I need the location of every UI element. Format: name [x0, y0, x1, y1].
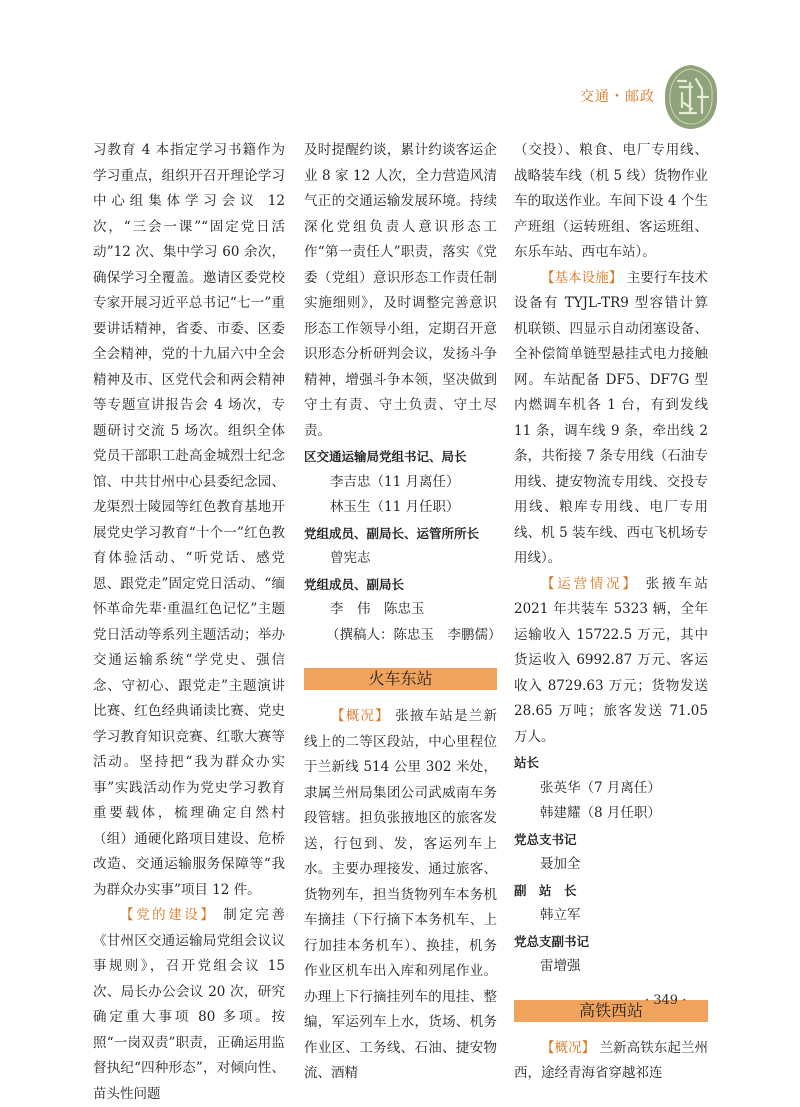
column-left: [93, 138, 285, 1107]
column-right: [514, 138, 708, 1087]
section-tag: 【党的建设】: [120, 907, 217, 923]
person-name: 聂加全: [540, 856, 581, 872]
page-number: · 349 ·: [645, 993, 687, 1008]
paragraph-party-building: 【党的建设】 制定完善《甘州区交通运输局党组会议议事规则》，召开党组会议 15 次、局长办公会议 20 次，研究确定重大事项 80 多项。按照“一岗双责”职责，正确运用监督执纪“四种形态”，对倾向性、苗头性问题: [93, 907, 285, 1102]
seal-stamp-icon: [662, 63, 720, 131]
paragraph-supervision: 及时提醒约谈，累计约谈客运企业 8 家 12 人次，全力营造风清气正的交通运输发展环境。持续深化党组负责人意识形态工作“第一责任人”职责，落实《党委（党组）意识形态工作责任制实施细则》，及时调整完善意识形态工作领导小组，定期召开意识形态分析研判会议，发扬斗争精神，增强斗争本领，坚决做到守土有责、守土负责、守土尽责。: [304, 142, 497, 439]
role-heading: 党组成员、副局长: [304, 576, 405, 592]
person-name: 李 伟 陈忠玉: [330, 601, 425, 617]
person-name: 李吉忠（11 月离任）: [330, 473, 460, 490]
role-heading: 副 站 长: [514, 882, 577, 898]
section-title-west-station: 高铁西站: [514, 1000, 708, 1022]
paragraph-hsr-overview: 【概况】 兰新高铁东起兰州西，途经青海省穿越祁连: [514, 1039, 708, 1081]
section-tag: 【概况】: [541, 1039, 596, 1056]
person-name: 雷增强: [540, 958, 581, 974]
section-tag: 【概况】: [331, 708, 390, 724]
role-heading: 党组成员、副局长、运管所所长: [304, 525, 480, 541]
role-heading: 党总支书记: [514, 831, 577, 847]
paragraph-overview: 【概况】 张掖车站是兰新线上的二等区段站，中心里程位于兰新线 514 公里 302 米处，隶属兰州局集团公司武威南车务段管辖。担负张掖地区的旅客发送，行包到、发，客运列车上水。主要办理接发、通过旅客、货物列车，担当货物列车本务机车摘挂（下行摘下本务机车、上行加挂本务机车）、换挂，机务作业区机车出入库和列尾作业。办理上下行摘挂列车的甩挂、整编，军运列车上水，货场、机务作业区、工务线、石油、捷安物流、酒精: [304, 708, 498, 1081]
paragraph-operations: （交投）、粮食、电厂专用线、战略装车线（机 5 线）货物作业车的取送作业。车间下设 4 个生产班组（运转班组、客运班组、东乐车站、西屯车站）。: [514, 142, 708, 260]
role-heading: 站长: [514, 755, 540, 770]
section-tag: 【运营情况】: [541, 575, 639, 592]
section-title-east-station: 火车东站: [304, 668, 497, 690]
role-heading: 区交通运输局党组书记、局长: [304, 449, 467, 464]
role-heading: 党总支副书记: [514, 933, 590, 949]
person-name: 张英华（7 月离任）: [540, 779, 661, 796]
paragraph-facilities: 【基本设施】 主要行车技术设备有 TYJL-TR9 型容错计算机联锁、四显示自动闭塞设备、全补偿简单链型悬挂式电力接触网。车站配备 DF5、DF7G 型内燃调车机各 1 台，有到发线 11 条，调车线 9 条，牵出线 2 条，共衔接 7 条专用线（石油专用线、捷安物流专用线、交投专用线、粮库专用线、电厂专用线、机 5 装车线、西屯飞机场专用线）。: [514, 269, 709, 566]
person-name: 林玉生（11 月任职）: [330, 499, 460, 515]
author-credit: （撰稿人：陈忠玉 李鹏儒）: [326, 626, 502, 643]
paragraph-study: 习教育 4 本指定学习书籍作为学习重点，组织开召开理论学习中心组集体学习会议 12 次，“三会一课”“固定党日活动”12 次、集中学习 60 余次，确保学习全覆盖。邀请区委党校专家开展习近平总书记“七一”重要讲话精神，省委、市委、区委全会精神，党的十九届六中全会精神及市、区党代会和两会精神等专题宣讲报告会 4 场次，专题研讨交流 5 场次。组织全体党员干部职工赴高金城烈士纪念馆、中共甘州中心县委纪念园、龙渠烈士陵园等红色教育基地开展党史学习教育“十个一”红色教育体验活动、“听党话、感党恩、跟党走”固定党日活动、“缅怀革命先辈·重温红色记忆”主题党日活动等系列主题活动；举办交通运输系统“学党史、强信念、守初心、跟党走”主题演讲比赛、红色经典诵读比赛、党史学习教育知识竞赛、红歌大赛等活动。坚持把“我为群众办实事”实践活动作为党史学习教育重要载体，梳理确定自然村（组）通硬化路项目建设、危桥改造、交通运输服务保障等“我为群众办实事”项目 12 件。: [93, 142, 285, 898]
person-name: 韩建耀（8 月任职）: [540, 805, 661, 821]
header-section-title: 交通・邮政: [580, 89, 655, 105]
person-name: 韩立军: [540, 907, 581, 923]
section-tag: 【基本设施】: [541, 269, 623, 286]
person-name: 曾宪志: [330, 550, 371, 566]
column-middle: [304, 138, 502, 1087]
paragraph-operating-status: 【运营情况】 张掖车站 2021 年共装车 5323 辆，全年运输收入 15722.5 万元，其中货运收入 6992.87 万元、客运收入 8729.63 万元；货物发送 28.65 万吨；旅客发送 71.05 万人。: [514, 575, 708, 745]
